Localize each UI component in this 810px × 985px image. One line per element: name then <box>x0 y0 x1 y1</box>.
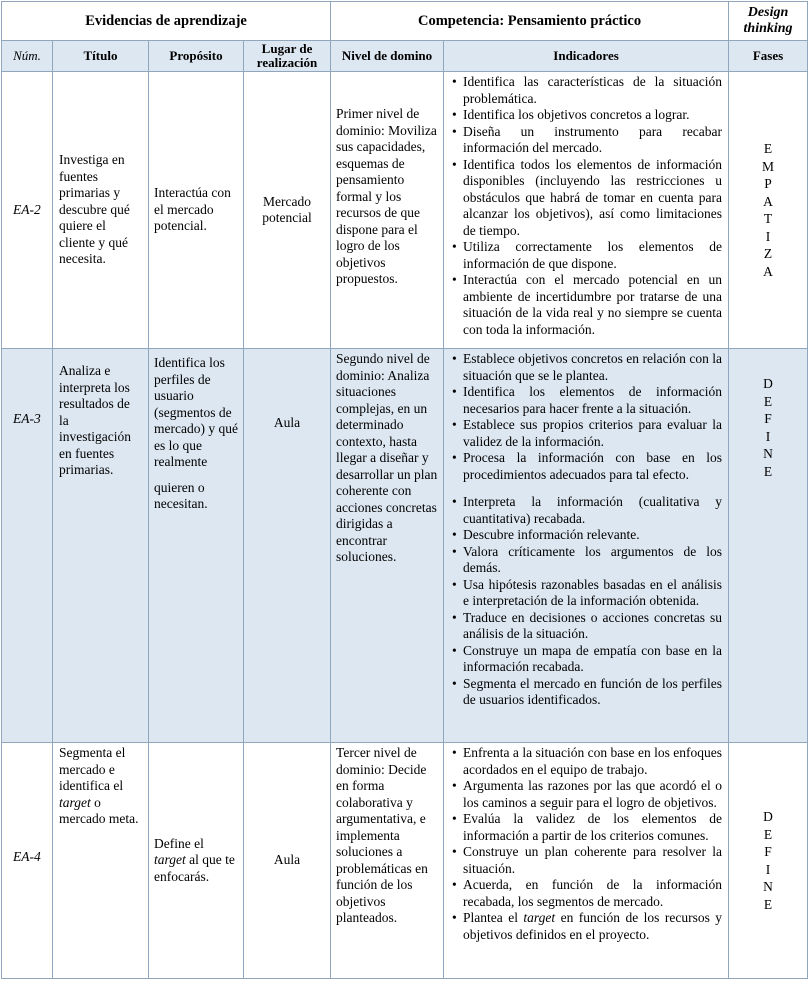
row-indicadores <box>444 349 729 743</box>
fase-letter: T <box>763 211 773 226</box>
indicator-item: • Identifica los objetivos concretos a lograr. <box>463 107 722 124</box>
fase-letter: F <box>764 411 772 426</box>
indicator-item: • Usa hipótesis razonables basadas en el análisis e interpretación de la información obtenida. <box>463 577 722 610</box>
indicator-list <box>449 494 722 709</box>
indicator-item: • Segmenta el mercado en función de los perfiles de usuarios identificados. <box>463 676 722 709</box>
row-num: EA-3 <box>2 349 53 743</box>
fase-letter: I <box>765 228 771 244</box>
proposito-emphasis: target <box>154 852 186 868</box>
table-row <box>2 349 808 743</box>
fase-letter: I <box>765 428 771 444</box>
proposito-part-b: quieren o necesitan. <box>154 479 208 511</box>
fase-letter: D <box>763 376 773 391</box>
indicator-item: • Traduce en decisiones o acciones concretas su análisis de la situación. <box>463 610 722 643</box>
fase-letter: M <box>762 158 775 174</box>
titulo-part-a: Segmenta el mercado e identifica el <box>59 745 126 793</box>
row-titulo: Analiza e interpreta los resultados de la investigación en fuentes primarias. <box>53 349 149 743</box>
row-proposito: Interactúa con el mercado potencial. <box>149 72 244 349</box>
indicator-item: • Identifica los elementos de información necesarios para hacer frente a la situación. <box>463 384 722 417</box>
indicator-item: • Diseña un instrumento para recabar información del mercado. <box>463 124 722 157</box>
fase-letter: N <box>763 446 773 461</box>
col-lugar-line1: Lugar de <box>261 41 313 56</box>
indicator-list <box>449 745 722 943</box>
indicator-item: • Establece objetivos concretos en relación con la situación que se le plantea. <box>463 351 722 384</box>
indicator-item: • Valora críticamente los argumentos de los demás. <box>463 544 722 577</box>
competency-table <box>1 1 808 979</box>
fase-letter: D <box>763 809 773 824</box>
indicator-item: • Descubre información relevante. <box>463 527 722 544</box>
proposito-part-b: al que te enfocarás. <box>154 852 235 884</box>
indicator-item: • Evalúa la validez de los elementos de información a partir de los criterios comunes. <box>463 811 722 844</box>
proposito-part-a: Identifica los perfiles de usuario (segmentos de mercado) y qué es lo que realmente <box>154 355 238 469</box>
row-proposito <box>149 349 244 743</box>
indicator-item: • Acuerda, en función de la información recabada, los segmentos de mercado. <box>463 877 722 910</box>
indicator-item: • Construye un mapa de empatía con base en la información recabada. <box>463 643 722 676</box>
column-header-row <box>2 41 808 72</box>
table-row <box>2 743 808 979</box>
titulo-emphasis: target <box>59 794 91 810</box>
thinking-label: thinking <box>743 21 793 36</box>
col-indicadores: Indicadores <box>444 41 729 72</box>
row-fase <box>729 72 808 349</box>
col-lugar-line2: realización <box>256 55 318 70</box>
indicator-last-part-b: en función de los recursos y objetivos definidos en el proyecto. <box>463 910 723 942</box>
fase-letter: E <box>763 393 773 409</box>
fase-letter: Z <box>763 246 773 261</box>
row-lugar: Aula <box>244 743 331 979</box>
fase-letter: I <box>765 861 771 877</box>
indicator-item: • Interpreta la información (cualitativa y cuantitativa) recabada. <box>463 494 722 527</box>
row-lugar: Mercado potencial <box>244 72 331 349</box>
fase-letter: P <box>764 176 772 191</box>
row-nivel: Tercer nivel de dominio: Decide en forma colaborativa y argumentativa, e implementa soluciones a problemáticas en función de los objetivos planteados. <box>331 743 444 979</box>
indicator-item <box>463 910 722 943</box>
fase-letter: E <box>763 896 773 912</box>
row-nivel: Segundo nivel de dominio: Analiza situaciones complejas, en un determinado contexto, hasta llegar a diseñar y desarrollar un plan coherente con acciones concretas dirigidas a encontrar soluciones. <box>331 349 444 743</box>
evidencias-header: Evidencias de aprendizaje <box>2 2 331 41</box>
design-thinking-header <box>729 2 808 41</box>
col-num: Núm. <box>2 41 53 72</box>
fase-letter: N <box>763 879 773 894</box>
row-fase <box>729 743 808 979</box>
table-row <box>2 72 808 349</box>
row-titulo <box>53 743 149 979</box>
row-indicadores <box>444 72 729 349</box>
indicator-item: • Identifica las características de la situación problemática. <box>463 74 722 107</box>
titulo-part-b: o mercado meta. <box>59 794 139 826</box>
indicator-item: • Identifica todos los elementos de información disponibles (incluyendo las restricciones u obstáculos que habrá de tomar en cuenta para alcanzar los objetivos), así como limitaciones de tiempo. <box>463 157 722 240</box>
fase-letter: A <box>763 193 773 209</box>
indicator-last-part-a: Plantea el <box>463 910 518 925</box>
proposito-part-a: Define el <box>154 835 204 851</box>
fase-letter: A <box>763 263 773 279</box>
row-fase <box>729 349 808 743</box>
indicator-list <box>449 351 722 483</box>
indicator-item: • Procesa la información con base en los procedimientos adecuados para tal efecto. <box>463 450 722 483</box>
indicator-item: • Utiliza correctamente los elementos de información de que dispone. <box>463 239 722 272</box>
fase-letter: F <box>764 844 772 859</box>
indicator-item: • Interactúa con el mercado potencial en un ambiente de incertidumbre por tratarse de una situación de la vida real y no siempre se cuenta con toda la información. <box>463 272 722 338</box>
row-proposito <box>149 743 244 979</box>
fase-letter: E <box>763 141 773 156</box>
row-num: EA-4 <box>2 743 53 979</box>
fase-letter: E <box>763 826 773 842</box>
row-lugar: Aula <box>244 349 331 743</box>
indicator-item: • Enfrenta a la situación con base en los enfoques acordados en el equipo de trabajo. <box>463 745 722 778</box>
indicator-item: • Establece sus propios criterios para evaluar la validez de la información. <box>463 417 722 450</box>
indicator-item: • Argumenta las razones por las que acordó el o los caminos a seguir para el logro de objetivos. <box>463 778 722 811</box>
design-label: Design <box>747 5 789 20</box>
col-titulo: Título <box>53 41 149 72</box>
competencia-header: Competencia: Pensamiento práctico <box>331 2 729 41</box>
indicator-last-emphasis: target <box>523 910 556 925</box>
col-nivel: Nivel de domino <box>331 41 444 72</box>
col-proposito: Propósito <box>149 41 244 72</box>
row-nivel: Primer nivel de dominio: Moviliza sus capacidades, esquemas de pensamiento formal y los recursos de que dispone para el logro de los objetivos propuestos. <box>331 72 444 349</box>
indicator-list <box>449 74 722 338</box>
col-lugar <box>244 41 331 72</box>
header-row <box>2 2 808 41</box>
indicator-item: • Construye un plan coherente para resolver la situación. <box>463 844 722 877</box>
row-num: EA-2 <box>2 72 53 349</box>
col-fases: Fases <box>729 41 808 72</box>
row-titulo: Investiga en fuentes primarias y descubre qué quiere el cliente y qué necesita. <box>53 72 149 349</box>
fase-letter: E <box>763 463 773 479</box>
row-indicadores <box>444 743 729 979</box>
